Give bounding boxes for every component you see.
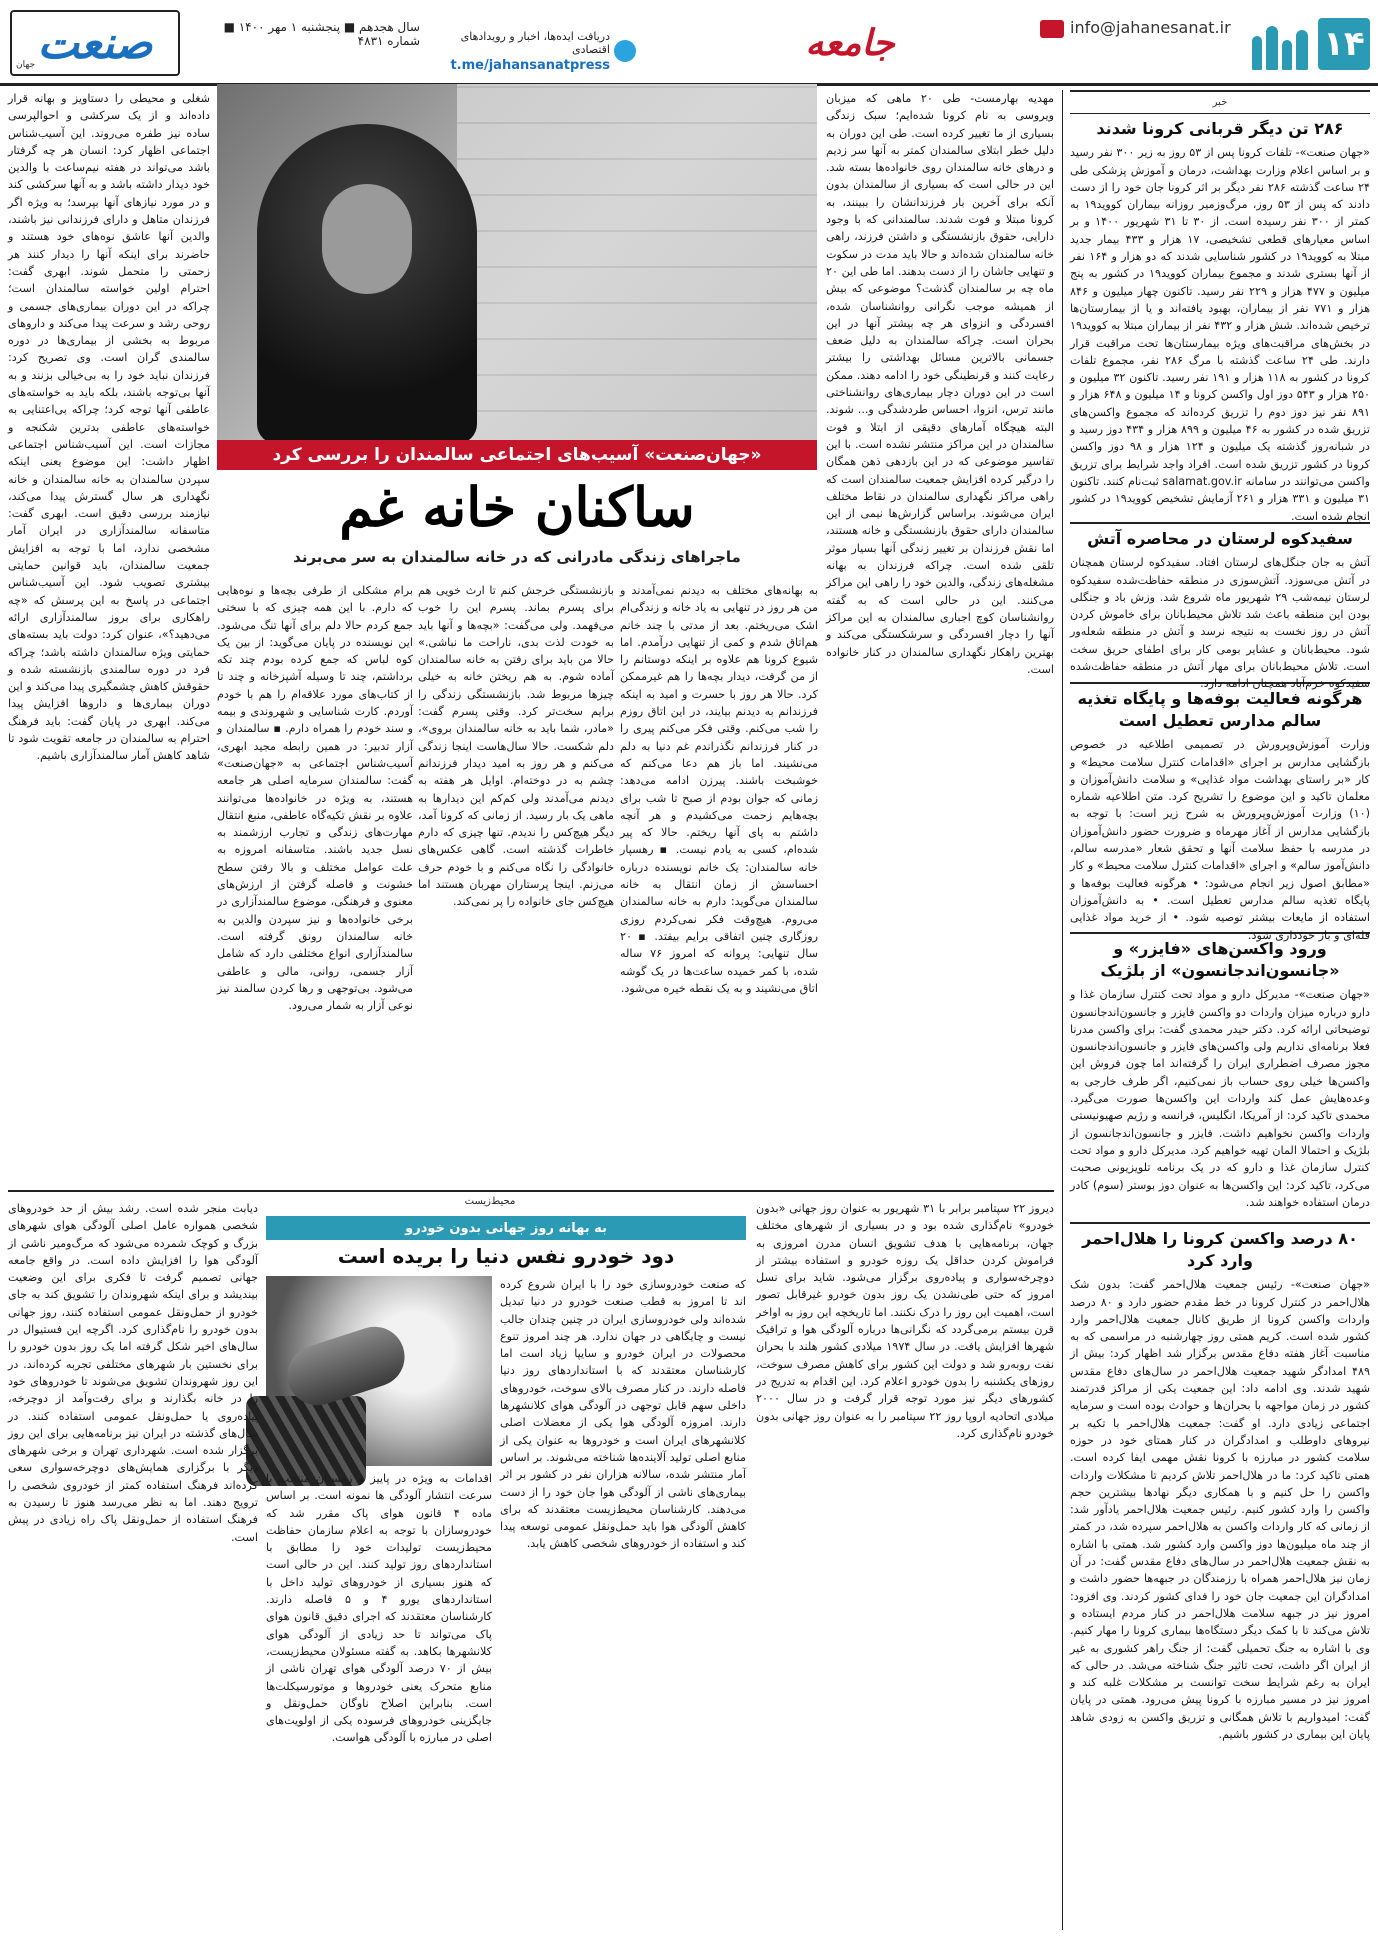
sidebar bbox=[1070, 90, 1370, 1930]
feature-column: بازنشستگی خرجش کنم تا ارث خویی هم برای پسرم بماند. پسرم این را خوب می‌فهمد. ولی می‌گفت: «بچه‌ها و آنها باید به خودت لذت بدی، ناراحت ما نباشی.» حالا من باید برای رفتن به خانه سالمندان آماده شوم. به هم ریختن خانه به خیلی چیزها مربوط شد. بازنشستگی زندگی را برایم سخت‌تر کرد. وقتی پسرم گفت: «مادر، شما باید به خانه سالمندان بروی»، دلم شکست. حالا سال‌هاست اینجا زندگی می‌کنم و هر روز به امید دیدار فرزندانم چشم به در دوخته‌ام. اوایل هر هفته به دیدنم می‌آمدند ولی کم‌کم این دیدارها به ماهی یک بار رسید. از زمانی که کرونا آمد، دیگر هیچ‌کس را ندیدم. تنها چیزی که دارم خاطرات گذشته است. گاهی عکس‌های خانوادگی را نگاه می‌کنم و با خودم حرف می‌زنم. اینجا پرستاران مهربان هستند اما هیچ‌کس جای خانواده را پر نمی‌کند. bbox=[418, 584, 614, 909]
news-headline: هرگونه فعالیت بوفه‌ها و پایگاه تغذیه سالم مدارس تعطیل است bbox=[1077, 689, 1363, 731]
news-body: وزارت آموزش‌وپرورش در تصمیمی اطلاعیه در خصوص بازگشایی مدارس بر اجرای «اقدامات کنترل سلامت محیط» و کار «بر راستای بهداشت مواد غذایی» و سلامت دانش‌آموزان و معلمان تاکید و این موضوع را تشریح کرد. متن اطلاعیه شماره (۱۰) وزارت آموزش‌وپرورش به شرح زیر است: با توجه به بازگشایی مدارس از آغاز مهرماه و ضرورت حضور دانش‌آموزان در مدرسه با حفظ سلامت آنها و تحقق شعار «مدرسه سالم، دانش‌آموز سالم» و اجرای «اقدامات کنترل سلامت محیط» و کار «مطابق اصول زیر انجام می‌شود: • هرگونه فعالیت بوفه‌ها و پایگاه تغذیه سالم مدارس تعطیل است. • به دانش‌آموزان استفاده از مایعات بیشتر توصیه شود. • از خرید مواد غذایی فله‌ای و باز خودداری شود. bbox=[1070, 738, 1370, 942]
family-icon bbox=[1248, 22, 1308, 70]
column-rule bbox=[1062, 90, 1063, 1930]
environment-kicker: به بهانه روز جهانی بدون خودرو bbox=[266, 1216, 746, 1240]
divider bbox=[1070, 1222, 1370, 1224]
feature-column: مهدیه بهارمست- طی ۲۰ ماهی که میزبان ویروسی به نام کرونا شده‌ایم؛ سبک زندگی بسیاری از ما تغییر کرده است. طی این دوران به دلیل خطر ابتلای سالمندان کمتر به آنها سر زدیم و درهای خانه سالمندان روی خانواده‌ها بسته شد. این در حالی است که بسیاری از سالمندان بدون آنکه برای آخرین بار فرزندانشان را ببینند، به کرونا مبتلا و فوت شدند. سالمندانی که با وجود دارایی، حقوق بازنشستگی و داشتن فرزند، راهی خانه سالمندان شده‌اند و حالا باید مدت در سکوت و تنهایی جاشان را از دست بدهند. اما طی این ۲۰ ماه چه بر سالمندان گذشت؟ موضوعی که بیش از همیشه موجب نگرانی روانشناسان شده، افسردگی و انزوای هر چه بیشتر آنها در این بحران است. چراکه سالمندان به دلیل ضعف جسمانی بالاترین مسائل بهداشتی را بیشتر رعایت کنند و قرنطینگی خود را ادامه دهند. ممکن است در این دوران دچار بیماری‌های روانشناختی مانند ترس، انزوا، احساس طردشدگی و... شوند. البته هیچگاه آمارهای دقیقی از ابتلا و فوت سالمندان در این مراکز منتشر نشده است. با این تفاسیر موضوعی که در این بازدهی ذهن همگان را درگیر کرده افزایش جمعیت سالمندان است که راهی مراکز نگهداری سالمندان در نقاط مختلف ایران می‌شوند. براساس گزارش‌ها نیمی از این سالمندان دارای حقوق بازنشستگی و خانه هستند، اما نقش فرزندان بر تغییر زندگی آنها بسیار موثر تلقی شده است. چراکه فرزندان به بهانه مشغله‌های زندگی، والدین خود را راهی این مراکز می‌کنند. این در حالی است که به گفته روانشناسان کوچ اجباری سالمندان به این مراکز آنها را دچار افسردگی و سرشکستگی می‌کند و بهترین راهکار نگهداری سالمندان در کنار خانواده است. bbox=[826, 92, 1054, 676]
environment-headline: دود خودرو نفس دنیا را بریده است bbox=[337, 1244, 675, 1268]
news-item bbox=[1070, 118, 1371, 523]
environment-column: دیابت منجر شده است. رشد بیش از حد خودروهای شخصی همواره عامل اصلی آلودگی هوای شهرهای بزرگ و کوچک شمرده می‌شود که مرگ‌ومیر ناشی از آلودگی هوا را افزایش داده است. در واقع جامعه جهانی تصمیم گرفت تا فکری برای این وضعیت بیندیشد و برای اینکه شهروندان را تشویق کند به جای خودرو از حمل‌ونقل عمومی استفاده کنند، روز جهانی بدون خودرو را نام‌گذاری کرد. اگرچه این فستیوال در سال‌های اخیر شکل گرفته اما یک روز بدون خودرو را برای نخستین بار شهرهای مختلفی تجربه کرده‌اند. در این روز شهروندان تشویق می‌شوند تا خودروهای خود را در خانه بگذارند و برای رفت‌وآمد از دوچرخه، پیاده‌روی یا حمل‌ونقل عمومی استفاده کنند. در سال‌های گذشته در ایران نیز برنامه‌هایی برای این روز برگزار شده است. شهرداری تهران و برخی شهرهای دیگر با برگزاری همایش‌های دوچرخه‌سواری سعی کرده‌اند فرهنگ استفاده کمتر از خودروی شخصی را ترویج دهند. اما به نظر می‌رسد هنوز تا رسیدن به فرهنگ استفاده از حمل‌ونقل پاک راه زیادی در پیش است. bbox=[8, 1202, 258, 1544]
news-item bbox=[1070, 528, 1370, 691]
feature-deck: ماجراهای زندگی مادرانی که در خانه سالمندان به سر می‌برند bbox=[293, 548, 741, 566]
telegram-promo[interactable] bbox=[430, 30, 610, 73]
news-headline: سفیدکوه لرستان در محاصره آتش bbox=[1087, 529, 1353, 549]
section-rule bbox=[8, 1190, 1054, 1192]
feature-column: شغلی و محیطی را دستاویز و بهانه قرار داده‌اند و از یک سرکشی و احوالپرسی ساده نیز طفره می‌روند. این آسیب‌شناس اجتماعی اظهار کرد: انسان هر چه گرفتار باشد می‌تواند در هفته نیم‌ساعت با والدین خود دیدار داشته باشد و به آنها سرکشی کند و در مورد نیازهای آنها بپرسد؛ به ویژه اگر فرزندان متاهل و دارای فرزندانی نیز باشند، والدین آنها عاشق نوه‌های خود هستند و حاضرند برای اینکه آنها را دیدار کنند هر زحمتی را متحمل شوند. ابهری گفت: احترام اولین خواسته سالمندان است؛ چراکه در این دوران بیماری‌های جسمی و روحی رشد و سرعت پیدا می‌کند و داروهای مربوط به بخشی از بیماری‌ها در دوره سالمندی گران است. وی تصریح کرد: فرزندان نباید خود را به بی‌خیالی بزنند و به آنها بی‌توجه باشند، بلکه باید به خواسته‌های عاطفی آنها توجه کرد؛ چراکه بی‌اعتنایی به خواسته‌های عاطفی بدترین شکنجه و مجازات است. این آسیب‌شناس اجتماعی اظهار داشت: این موضوع یعنی اینکه سپردن سالمندان به خانه سالمندان و خانه نگهداری هر سال گسترش پیدا می‌کند، نیازمند بررسی دقیق است. ابهری گفت: متاسفانه سالمندآزاری در ایران آمار مشخصی ندارد، اما با توجه به افزایش جمعیت سالمندان، باید قوانین حمایتی بیشتری تصویب شود. این آسیب‌شناس اجتماعی در پاسخ به این پرسش که «چه راهکاری برای بروز سالمندآزاری ارائه می‌دهید؟»، عنوان کرد: دولت باید بسته‌های حمایتی ویژه سالمندان داشته باشد؛ چراکه فرد در دوره سالمندی بازنشسته شده و حقوقش کاهش چشمگیری پیدا می‌کند و این دوران بیماری‌ها و داروها افزایش پیدا می‌کند. ابهری در پایان گفت: باید فرهنگ احترام به سالمندان در جامعه تقویت شود تا شاهد کاهش آمار سالمندآزاری باشیم. bbox=[8, 92, 210, 763]
contact-email[interactable]: info@jahanesanat.ir bbox=[1040, 18, 1250, 38]
environment-column: اقدامات به ویژه در پاییز و زمستان منتخب با سرعت انتشار آلودگی ها نمونه است. بر اساس ماده ۴ قانون هوای پاک مقرر شد که خودروسازان با توجه به اعلام سازمان حفاظت محیط‌زیست تولیدات خود را مطابق با استانداردهای روز تولید کنند. این در حالی است که هنوز بسیاری از خودروهای تولید داخل با استانداردهای یورو ۴ و ۵ فاصله دارند. کارشناسان معتقدند که اجرای دقیق قانون هوای پاک می‌تواند تا حد زیادی از آلودگی هوای کلانشهرها بکاهد. به گفته مسئولان محیط‌زیست، بیش از ۷۰ درصد آلودگی هوای تهران ناشی از منابع متحرک یعنی خودروها و موتورسیکلت‌ها است. بنابراین اصلاح ناوگان حمل‌ونقل و جایگزینی خودروهای فرسوده یکی از اولویت‌های اصلی در مبارزه با آلودگی هواست. bbox=[266, 1472, 492, 1745]
page-header bbox=[0, 0, 1378, 86]
news-body: «جهان صنعت»- مدیرکل دارو و مواد تحت کنترل سازمان غذا و دارو درباره میزان واردات دو واکسن فایزر و جانسون‌اند‌جانسون توضیحاتی ارائه کرد. دکتر حیدر محمدی گفت: برای واکسن مدرنا فعلا برنامه‌ای نداریم ولی واکسن‌های فایزر و جانسون‌اند‌جانسون مجوز مصرف اضطراری ایران را گرفته‌اند اما چون فروش این واکسن‌ها خیلی روی حساب باز نمی‌کنیم، اگر طرف خارجی به وعده‌هایش عمل کند واردات این واکسن‌ها صورت می‌گیرد. محمدی تاکید کرد: از آمریکا، انگلیس، فرانسه و رژیم صهیونیستی واردات واکسن نخواهیم داشت. فایزر و جانسون‌اند‌جانسون از بلژیک و احتمالا المان تهیه خواهیم کرد. مدیرکل دارو و مواد تحت کنترل سازمان غذا و دارو که در یک برنامه تلویزیونی صحبت می‌کرد، تاکید کرد: این واکسن‌ها به عنوان دوز بوستر (سوم) کادر درمان استفاده خواهند شد. bbox=[1070, 988, 1370, 1209]
news-headline: ورود واکسن‌های «فایزر» و «جانسون‌اند‌جانسون» از بلژیک bbox=[1100, 939, 1340, 981]
news-item bbox=[1070, 938, 1370, 1218]
news-body: «جهان صنعت»- تلفات کرونا پس از ۵۳ روز به زیر ۳۰۰ نفر رسید و بر اساس اعلام وزارت بهداشت، درمان و آموزش پزشکی طی ۲۴ ساعت گذشته ۲۸۶ نفر دیگر بر اثر کرونا جان خود را از دست دادند که پس از ۵۳ روز، مرگ‌وزمیر روزانه بیماران کووید۱۹ به کمتر از ۳۰۰ نفر رسیده است. از ۳۰ تا ۳۱ شهریور ۱۴۰۰ و بر اساس معیارهای قطعی تشخیصی، ۱۷ هزار و ۴۳۳ بیمار جدید مبتلا به کووید۱۹ در کشور شناسایی شدند که دو هزار و ۱۶۴ نفر از آنها بستری شدند و مجموع بیماران کووید۱۹ در کشور به پنج میلیون و ۴۷۷ هزار و ۲۲۹ نفر رسید. تاکنون چهار میلیون و ۸۴۶ هزار و ۷۷۱ نفر از بیماران، بهبود یافته‌اند و یا از بیمارستان‌ها ترخیص شده‌اند. شش هزار و ۴۳۲ نفر از بیماران مبتلا به کووید۱۹ در بخش‌های مراقبت‌های ویژه بیمارستان‌ها تحت مراقبت قرار دارند. طی ۲۴ ساعت گذشته با مرگ ۲۸۶ نفر، مجموع تلفات کرونا در کشور به ۱۱۸ هزار و ۱۹۱ نفر رسید. تاکنون ۳۲ میلیون و ۲۵۰ هزار و ۵۴۳ دوز اول واکسن کرونا و ۱۴ میلیون و ۶۴۸ هزار و ۸۹۱ نفر نیز دوز دوم را تزریق کرده‌اند که مجموع واکسن‌های تزریق شده در کشور به ۴۶ میلیون و ۸۹۹ هزار و ۴۳۴ دوز رسید و در شبانه‌روز گذشته یک میلیون و ۱۲۴ هزار و ۹۸ دوز واکسن کرونا در کشور تزریق شده است. افراد واجد شرایط برای تزریق واکسن می‌توانند در سامانه salamat.gov.ir ثبت‌نام کنند. تاکنون ۳۱ میلیون و ۳۳۱ هزار و ۲۶۱ آزمایش تشخیص کووید۱۹ در کشور انجام شده است. bbox=[1070, 146, 1371, 523]
environment-column: که صنعت خودروسازی خود را با ایران شروع کرده اند تا امروز به قطب صنعت خودرو در دنیا تبدیل شده‌اند ولی خودروسازی ایران در چنین چندان جالب نیست و چایگاهی در جهان ندارد. هر چند امروز تنوع محصولات در ایران خودرو و سایپا زیاد است اما کارشناسان معتقدند که با استانداردهای روز دنیا فاصله دارند. در کنار مصرف بالای سوخت، خودروهای داخلی سهم قابل توجهی در آلودگی هوای کلانشهرها دارند. امروزه آلودگی هوا یکی از معضلات اصلی کلانشهرهای ایران است و خودروها به عنوان یکی از منابع اصلی تولید آلاینده‌ها شناخته می‌شوند. بر اساس آمار منتشر شده، سالانه هزاران نفر در کشور بر اثر بیماری‌های ناشی از آلودگی هوا جان خود را از دست می‌دهند. کارشناسان محیط‌زیست معتقدند که برای کاهش آلودگی هوا باید حمل‌ونقل عمومی توسعه پیدا کند و استفاده از خودروهای شخصی کاهش یابد. bbox=[500, 1278, 746, 1551]
news-headline: ۸۰ درصد واکسن کرونا را هلال‌احمر وارد کرد bbox=[1082, 1229, 1358, 1271]
issue-info: سال هجدهم ■ پنجشنبه ۱ مهر ۱۴۰۰ ■ شماره ۴۸۳۱ bbox=[223, 20, 420, 48]
feature-column: به بهانه‌های مختلف به دیدنم نمی‌آمدند و من هر روز در تنهایی به یاد خانه و زندگی‌ام اشک می‌ریختم. بعد از مدتی با چند خانم هم‌اتاق شدم و کمی از تنهایی درآمدم. اما شیوع کرونا هم علاوه بر اینکه دوستانم را از من گرفت، دیدار بچه‌ها را هم غیرممکن کرد. حالا هر روز با حسرت و امید به اینکه فرزندانم به دیدنم بیایند، در این اتاق روزم را شب می‌کنم. وقتی فکر می‌کنم پیری را در کنار فرزندانم نگذراندم غم دنیا به دلم می‌نشیند. اما باز هم دعا می‌کنم که خوشبخت باشند. پیرزن ادامه می‌دهد: زمانی که جوان بودم از صبح تا شب برای بچه‌هایم زحمت می‌کشیدم و هر آنچه داشتم به پای آنها ریختم. حالا که پیر شده‌ام، کسی به یادم نیست. ▪ رهسپار خانه سالمندان: یک خانم نویسنده درباره احساسش از زمان انتقال به خانه سالمندان می‌گوید: دارم به خانه سالمندان می‌روم. هیچ‌وقت فکر نمی‌کردم روزی روزگاری چنین اتفاقی برایم بیفتد. ▪ ۲۰ سال تنهایی: پروانه که امروز ۷۶ ساله شده، با کمر خمیده ساعت‌ها در یک گوشه اتاق می‌نشیند و به یک نقطه خیره می‌شود. bbox=[620, 584, 818, 995]
environment-label: محیط‌زیست bbox=[464, 1196, 516, 1207]
telegram-link[interactable]: t.me/jahansanatpress bbox=[450, 58, 610, 73]
news-item bbox=[1070, 1228, 1370, 1948]
environment-column: دیروز ۲۲ سپتامبر برابر با ۳۱ شهریور به عنوان روز جهانی «بدون خودرو» نام‌گذاری شده بود و در بسیاری از شهرهای مختلف جهان، برنامه‌هایی با هدف تشویق انسان مدرن امروزی به فراموش کردن حداقل یک روزه خودرو و استفاده بیشتر از دوچرخه‌سواری و پیاده‌روی برگزار می‌شود. شاید برای نسل امروز که حتی طی‌نشدن یک روز بدون خودرو غیرقابل تصور است، اهمیت این روز را درک نکنند. اما تاریخچه این روز به اواخر قرن بیستم برمی‌گردد که نگرانی‌ها درباره آلودگی هوا و ترافیک شهرها افزایش یافت. در سال ۱۹۷۴ میلادی کشور هلند با بحران نفت روبه‌رو شد و دولت این کشور برای کاهش مصرف سوخت، روزهای یکشنبه را بدون خودرو اعلام کرد. این اقدام به تدریج در کشورهای دیگر نیز مورد توجه قرار گرفت و در سال ۲۰۰۰ میلادی اتحادیه اروپا روز ۲۲ سپتامبر را به عنوان روز جهانی بدون خودرو نام‌گذاری کرد. bbox=[756, 1202, 1054, 1440]
logo-text: صنعت bbox=[37, 17, 153, 69]
news-headline: ۲۸۶ تن دیگر قربانی کرونا شدند bbox=[1096, 119, 1344, 139]
page-number: ۱۴ bbox=[1318, 18, 1370, 70]
news-body: آتش به جان جنگل‌های لرستان افتاد. سفیدکوه لرستان همچنان در آتش می‌سوزد. آتش‌سوزی در منطقه حفاظت‌شده سفیدکوه لرستان نیمه‌شب ۲۹ شهریور ماه شروع شد. وزش باد و جنگلی بودن این منطقه باعث شد تلاش محیط‌بانان برای خاموش کردن آتش در روز نخست به نتیجه نرسد و آتش در منطقه شعله‌ور شود. محیط‌بانان و عشایر بومی کار برای اطفای حریق سخت است. تلاش محیط‌بانان برای مهار آتش در منطقه حفاظت‌شده سفیدکوه خرم‌آباد همچنان ادامه دارد. bbox=[1070, 556, 1370, 691]
telegram-icon bbox=[614, 40, 636, 62]
feature-kicker: «جهان‌صنعت» آسیب‌های اجتماعی سالمندان را بررسی کرد bbox=[217, 440, 817, 470]
section-title: جامعه bbox=[805, 22, 895, 64]
feature-column: برام مشکلی از طرفی بچه‌ها و نوه‌هایی که دارم. با این همه چیزی که با سختی جمع کردم حالا دلم برای آنها تنگ می‌شود. این نویسنده در پایان می‌گوید: از بین یک کوه لباس که جمع کرده بودم چند تکه برداشتم، چند تا وسیله آشپزخانه و چند تا از کتاب‌های مورد علاقه‌ام را هم با خودم آوردم. کارت شناسایی و شهروندی و بیمه و سند خودم را همراه دارم. ▪ سالمندان و آزار تدبیر: در همین رابطه مجید ابهری، آسیب‌شناس اجتماعی به «جهان‌صنعت» گفت: سالمندان سرمایه اصلی هر جامعه هستند، به ویژه در خانواده‌ها می‌توانند علاوه بر نقش تکیه‌گاه عاطفی، منبع انتقال مهارت‌های زندگی و تجارب ارزشمند به نسل جدید باشند. متاسفانه امروزه به علت عوامل مختلف و بالا رفتن سطح خشونت و فاصله گرفتن از ارزش‌های معنوی و فرهنگی، موضوع سالمندآزاری در برخی خانواده‌ها و نیز سپردن والدین به خانه سالمندان رونق گرفته است. سالمندآزاری انواع مختلفی دارد که شامل آزار جسمی، روانی، مالی و عاطفی می‌شود. بی‌توجهی و رها کردن سالمند نیز نوعی آزار به شمار می‌رود. bbox=[217, 584, 413, 1013]
exhaust-photo bbox=[266, 1276, 492, 1466]
feature-headline: ساکنان خانه غم bbox=[339, 475, 695, 539]
feature-photo bbox=[217, 84, 817, 446]
news-item bbox=[1070, 688, 1370, 942]
newspaper-logo bbox=[10, 10, 180, 76]
telegram-text: دریافت ایده‌ها، اخبار و رویدادهای اقتصادی bbox=[460, 30, 610, 56]
sidebar-tag: خبر bbox=[1070, 90, 1370, 114]
news-body: «جهان صنعت»- رئیس جمعیت هلال‌احمر گفت: بدون شک هلال‌احمر در کنترل کرونا در خط مقدم حضور دارد و ۸۰ درصد واردات واکسن کرونا از طریق کانال جمعیت هلال‌احمر وارد کشور شده است. کریم همتی روز چهارشنبه در مراسمی که به مناسبت آغاز هفته دفاع مقدس برگزار شد اظهار کرد: بیش از ۴۸۹ امدادگر شهید جمعیت هلال‌احمر در سال‌های دفاع مقدس شهید شدند. وی ادامه داد: این جمعیت یکی از مراکز قدرتمند کشور در زمان مواجهه با بحران‌ها و حوادث بوده است و سرمایه اجتماعی زیادی دارد. او گفت: جمعیت هلال‌احمر با تکیه بر نیروهای داوطلب و امدادگران در کنار همتای خود در حوزه سلامت کشور در مبارزه با کرونا نقش مهمی ایفا کرده است. همتی تاکید کرد: ما در هلال‌احمر تلاش کردیم تا مشکلات واردات واکسن را حل کنیم و با همکاری دیگر نهادها بیشترین حجم واکسن را وارد کشور کنیم. رئیس جمعیت هلال‌احمر یادآور شد: از زمانی که کار واردات واکسن به هلال‌احمر سپرده شد، در کمتر از چند ماه میلیون‌ها دوز واکسن وارد کشور شد. همتی با اشاره به نقش جمعیت هلال‌احمر در سال‌های دفاع مقدس گفت: در آن زمان نیز هلال‌احمر همراه با رزمندگان در جبهه‌ها حضور داشت و امدادگران این جمعیت جان خود را فدای کشور کردند. وی افزود: امروز نیز در جبهه سلامت هلال‌احمر در کنار مردم ایستاده و تلاش می‌کند تا با کمک دیگر دستگاه‌ها بیماری کرونا را مهار کنیم. وی با اشاره به جنگ تحمیلی گفت: از جنگ راهر کشوری به غیر از ایران اگر داشت، تحت تاثیر جنگ شناخته می‌شد. در حالی که ایران به رغم شرایط سخت توانست بر مشکلات غلبه کند و امروز نیز در مسیر مبارزه با کرونا پیش می‌رود. همتی در پایان گفت: امیدواریم با تلاش همگانی و تزریق واکسن به زودی شاهد پایان این بیماری در کشور باشیم. bbox=[1070, 1278, 1370, 1742]
mail-icon bbox=[1040, 20, 1064, 38]
logo-sub: جهان bbox=[16, 60, 36, 70]
